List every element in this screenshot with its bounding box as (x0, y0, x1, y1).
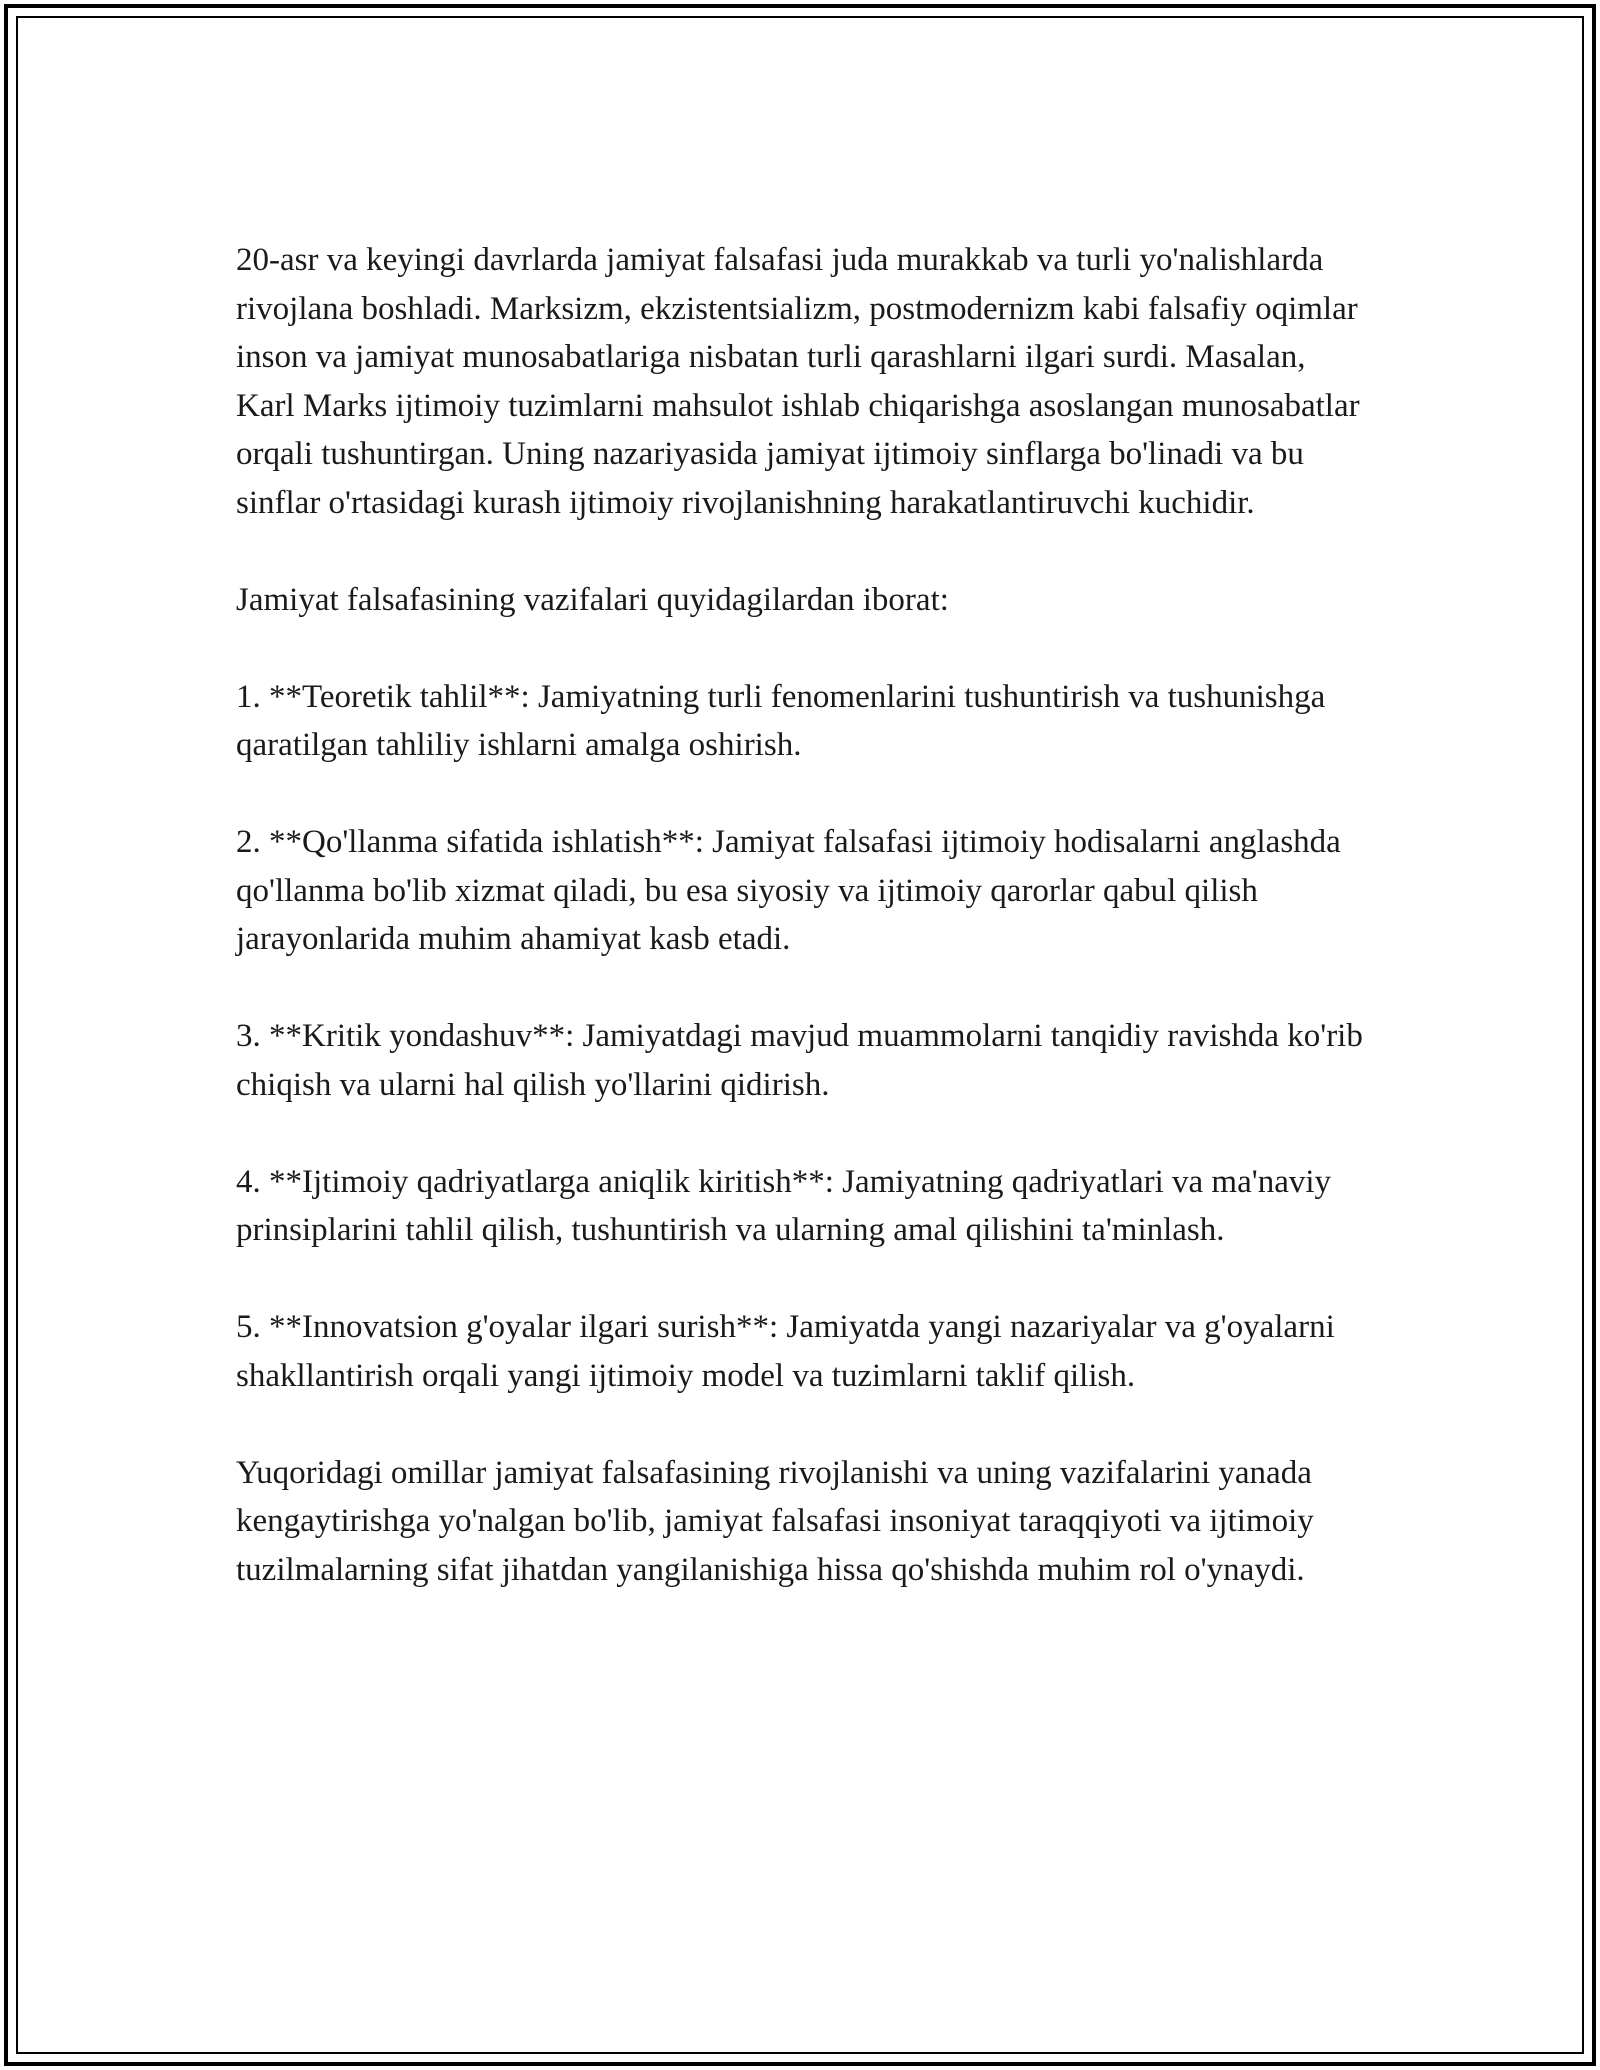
paragraph-list-heading: Jamiyat falsafasining vazifalari quyidagilardan iborat: (236, 581, 949, 618)
list-item-3: 3. **Kritik yondashuv**: Jamiyatdagi mavjud muammolarni tanqidiy ravishda ko'rib chiqish va ularni hal qilish yo'llarini qidirish. (236, 1018, 1363, 1103)
paragraph-conclusion: Yuqoridagi omillar jamiyat falsafasining rivojlanishi va uning vazifalarini yanada kengaytirishga yo'nalgan bo'lib, jamiyat falsafasi insoniyat taraqqiyoti va ijtimoiy tuzilmalarning sifat jihatdan yangilanishiga hissa qo'shishda muhim rol o'ynaydi. (236, 1454, 1314, 1588)
paragraph-intro: 20-asr va keyingi davrlarda jamiyat falsafasi juda murakkab va turli yo'nalishlarda rivojlana boshladi. Marksizm, ekzistentsializm, postmodernizm kabi falsafiy oqimlar inson va jamiyat munosabatlariga nisbatan turli qarashlarni ilgari surdi. Masalan, Karl Marks ijtimoiy tuzimlarni mahsulot ishlab chiqarishga asoslangan munosabatlar orqali tushuntirgan. Uning nazariyasida jamiyat ijtimoiy sinflarga bo'linadi va bu sinflar o'rtasidagi kurash ijtimoiy rivojlanishning harakatlantiruvchi kuchidir. (236, 242, 1360, 521)
list-item-2: 2. **Qo'llanma sifatida ishlatish**: Jamiyat falsafasi ijtimoiy hodisalarni anglashda qo'llanma bo'lib xizmat qiladi, bu esa siyosiy va ijtimoiy qarorlar qabul qilish jarayonlarida muhim ahamiyat kasb etadi. (236, 824, 1341, 957)
list-item-1: 1. **Teoretik tahlil**: Jamiyatning turli fenomenlarini tushuntirish va tushunishga qaratilgan tahliliy ishlarni amalga oshirish. (236, 678, 1326, 763)
document-body (236, 236, 1366, 1594)
list-item-4: 4. **Ijtimoiy qadriyatlarga aniqlik kiritish**: Jamiyatning qadriyatlari va ma'naviy prinsiplarini tahlil qilish, tushuntirish va ularning amal qilishini ta'minlash. (236, 1163, 1332, 1248)
list-item-5: 5. **Innovatsion g'oyalar ilgari surish**: Jamiyatda yangi nazariyalar va g'oyalarni shakllantirish orqali yangi ijtimoiy model va tuzimlarni taklif qilish. (236, 1309, 1335, 1394)
